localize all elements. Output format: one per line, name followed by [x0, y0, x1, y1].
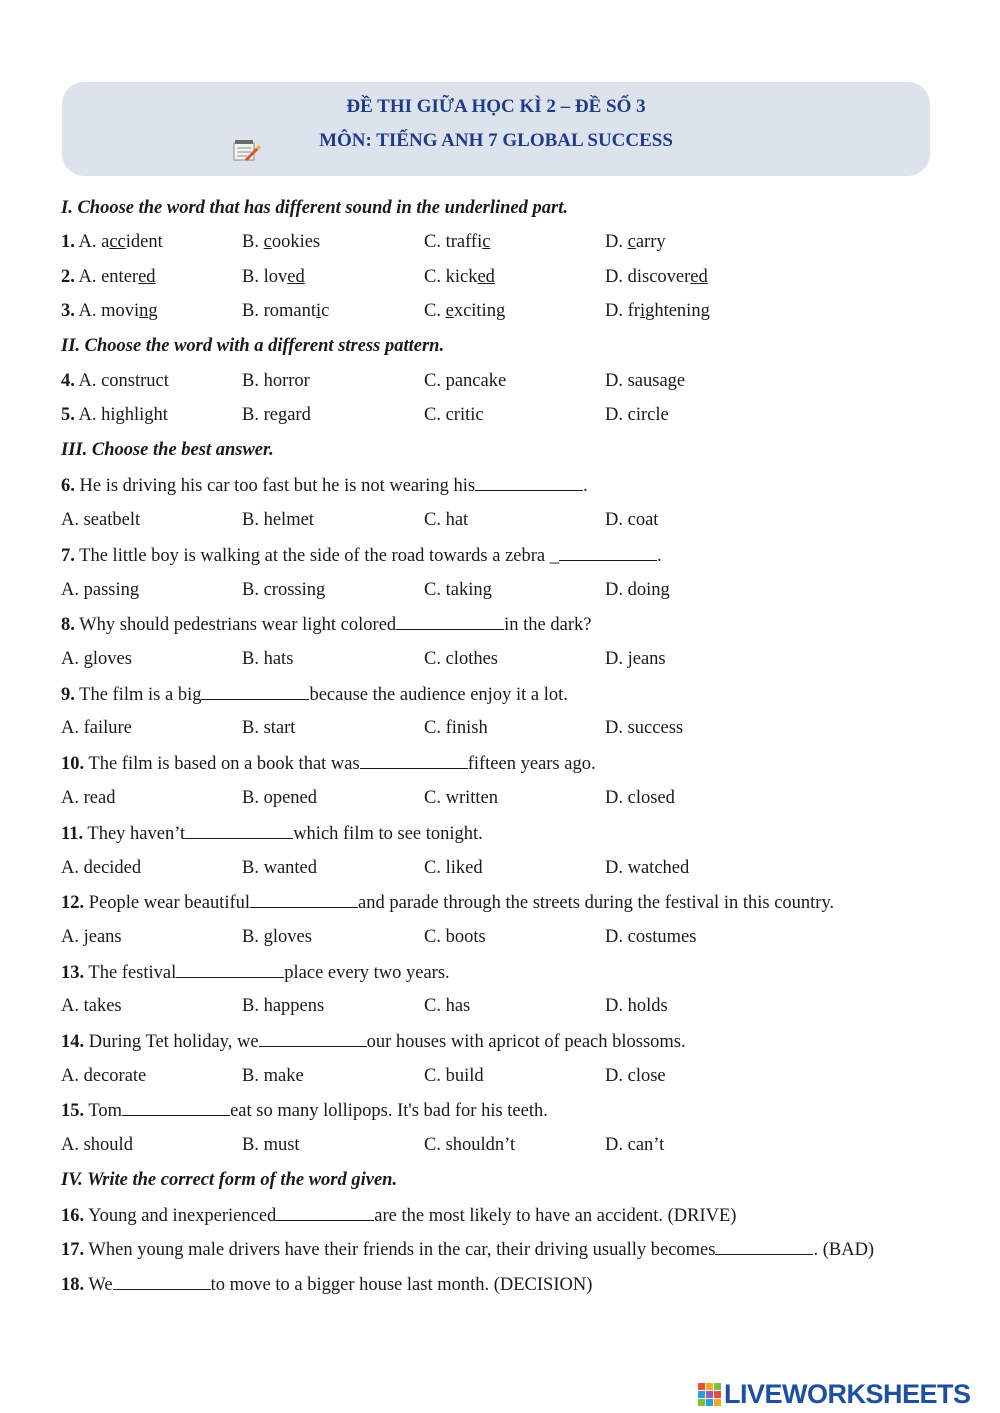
option-b[interactable]: B. helmet [242, 510, 314, 530]
logo-text: LIVEWORKSHEETS [724, 1379, 971, 1409]
option-c[interactable]: C. liked [424, 858, 483, 878]
option-d[interactable]: D. close [605, 1066, 666, 1086]
option-b[interactable]: B. gloves [242, 927, 312, 947]
option-a[interactable]: A. decorate [61, 1066, 147, 1086]
question-10: 10. The film is based on a book that was fifteen years ago. [61, 751, 596, 776]
liveworksheets-logo [698, 1378, 994, 1410]
answer-blank[interactable] [360, 751, 468, 769]
option-b[interactable]: B. regard [242, 405, 311, 425]
exam-title: ĐỀ THI GIỮA HỌC KÌ 2 – ĐỀ SỐ 3 [346, 96, 646, 117]
option-c[interactable]: C. pancake [424, 371, 507, 391]
option-c[interactable]: C. written [424, 788, 498, 808]
answer-blank[interactable] [396, 612, 504, 630]
option-c[interactable]: C. clothes [424, 649, 498, 669]
answer-blank[interactable] [113, 1272, 211, 1290]
section-3-heading: III. Choose the best answer. [61, 440, 274, 460]
header-banner [62, 82, 930, 176]
option-d[interactable]: D. jeans [605, 649, 666, 669]
option-d[interactable]: D. circle [605, 405, 669, 425]
option-a[interactable]: A. takes [61, 996, 122, 1016]
question-11: 11. They haven’t which film to see tonight. [61, 821, 483, 846]
question-7: 7. The little boy is walking at the side of the road towards a zebra _ . [61, 543, 662, 568]
option-c[interactable]: C. kicked [424, 267, 495, 287]
option-b[interactable]: B. wanted [242, 858, 318, 878]
answer-blank[interactable] [259, 1029, 367, 1047]
question-14: 14. During Tet holiday, we our houses with apricot of peach blossoms. [61, 1029, 686, 1054]
option-c[interactable]: C. critic [424, 405, 484, 425]
option-b[interactable]: B. happens [242, 996, 325, 1016]
option-c[interactable]: C. hat [424, 510, 469, 530]
answer-blank[interactable] [176, 960, 284, 978]
option-b[interactable]: B. romantic [242, 301, 330, 321]
option-a[interactable]: A. jeans [61, 927, 122, 947]
option-b[interactable]: B. must [242, 1135, 300, 1155]
option-b[interactable]: B. loved [242, 267, 305, 287]
option-c[interactable]: C. taking [424, 580, 492, 600]
option-a[interactable]: A. seatbelt [61, 510, 141, 530]
question-13: 13. The festival place every two years. [61, 960, 450, 985]
option-c[interactable]: C. shouldn’t [424, 1135, 516, 1155]
option-b[interactable]: B. make [242, 1066, 304, 1086]
question-8: 8. Why should pedestrians wear light colored in the dark? [61, 612, 591, 637]
option-d[interactable]: D. watched [605, 858, 690, 878]
notepad-icon [232, 138, 262, 164]
answer-blank[interactable] [201, 682, 309, 700]
option-c[interactable]: C. traffic [424, 232, 491, 252]
logo-grid-icon [698, 1383, 722, 1407]
option-b[interactable]: B. horror [242, 371, 310, 391]
question-9: 9. The film is a big because the audience enjoy it a lot. [61, 682, 568, 707]
question-1: 1. A. accident [61, 232, 163, 252]
question-12: 12. People wear beautiful and parade through the streets during the festival in this country. [61, 890, 834, 915]
option-d[interactable]: D. closed [605, 788, 675, 808]
question-3: 3. A. moving [61, 301, 158, 321]
question-16: 16. Young and inexperienced are the most likely to have an accident. (DRIVE) [61, 1203, 736, 1228]
option-c[interactable]: C. boots [424, 927, 486, 947]
option-d[interactable]: D. frightening [605, 301, 710, 321]
option-d[interactable]: D. costumes [605, 927, 697, 947]
option-a[interactable]: A. read [61, 788, 116, 808]
option-b[interactable]: B. cookies [242, 232, 321, 252]
option-a[interactable]: A. passing [61, 580, 140, 600]
question-4: 4. A. construct [61, 371, 169, 391]
subject-title: MÔN: TIẾNG ANH 7 GLOBAL SUCCESS [319, 130, 673, 151]
answer-blank[interactable] [250, 890, 358, 908]
option-c[interactable]: C. build [424, 1066, 484, 1086]
answer-blank[interactable] [276, 1203, 374, 1221]
option-a[interactable]: A. gloves [61, 649, 132, 669]
question-6: 6. He is driving his car too fast but he is not wearing his . [61, 473, 588, 498]
section-4-heading: IV. Write the correct form of the word given. [61, 1170, 398, 1190]
question-number: 1. [61, 232, 75, 252]
option-b[interactable]: B. start [242, 718, 296, 738]
answer-blank[interactable] [122, 1098, 230, 1116]
option-c[interactable]: C. has [424, 996, 471, 1016]
question-2: 2. A. entered [61, 267, 156, 287]
option-d[interactable]: D. carry [605, 232, 666, 252]
question-18: 18. We to move to a bigger house last month. (DECISION) [61, 1272, 592, 1297]
question-15: 15. Tom eat so many lollipops. It's bad for his teeth. [61, 1098, 548, 1123]
section-1-heading: I. Choose the word that has different sound in the underlined part. [61, 198, 568, 218]
option-d[interactable]: D. doing [605, 580, 670, 600]
option-c[interactable]: C. finish [424, 718, 488, 738]
option-d[interactable]: D. success [605, 718, 684, 738]
section-2-heading: II. Choose the word with a different stress pattern. [61, 336, 445, 356]
option-d[interactable]: D. coat [605, 510, 659, 530]
answer-blank[interactable] [715, 1237, 813, 1255]
option-d[interactable]: D. can’t [605, 1135, 665, 1155]
option-b[interactable]: B. crossing [242, 580, 326, 600]
option-c[interactable]: C. exciting [424, 301, 506, 321]
option-d[interactable]: D. sausage [605, 371, 686, 391]
answer-blank[interactable] [475, 473, 583, 491]
answer-blank[interactable] [559, 543, 657, 561]
option-d[interactable]: D. holds [605, 996, 668, 1016]
question-5: 5. A. highlight [61, 405, 168, 425]
answer-blank[interactable] [185, 821, 293, 839]
option-b[interactable]: B. hats [242, 649, 294, 669]
question-17: 17. When young male drivers have their friends in the car, their driving usually becomes . (BAD) [61, 1237, 874, 1262]
option-d[interactable]: D. discovered [605, 267, 708, 287]
option-a[interactable]: A. failure [61, 718, 132, 738]
option-b[interactable]: B. opened [242, 788, 318, 808]
option-a[interactable]: A. should [61, 1135, 133, 1155]
option-a[interactable]: A. decided [61, 858, 142, 878]
